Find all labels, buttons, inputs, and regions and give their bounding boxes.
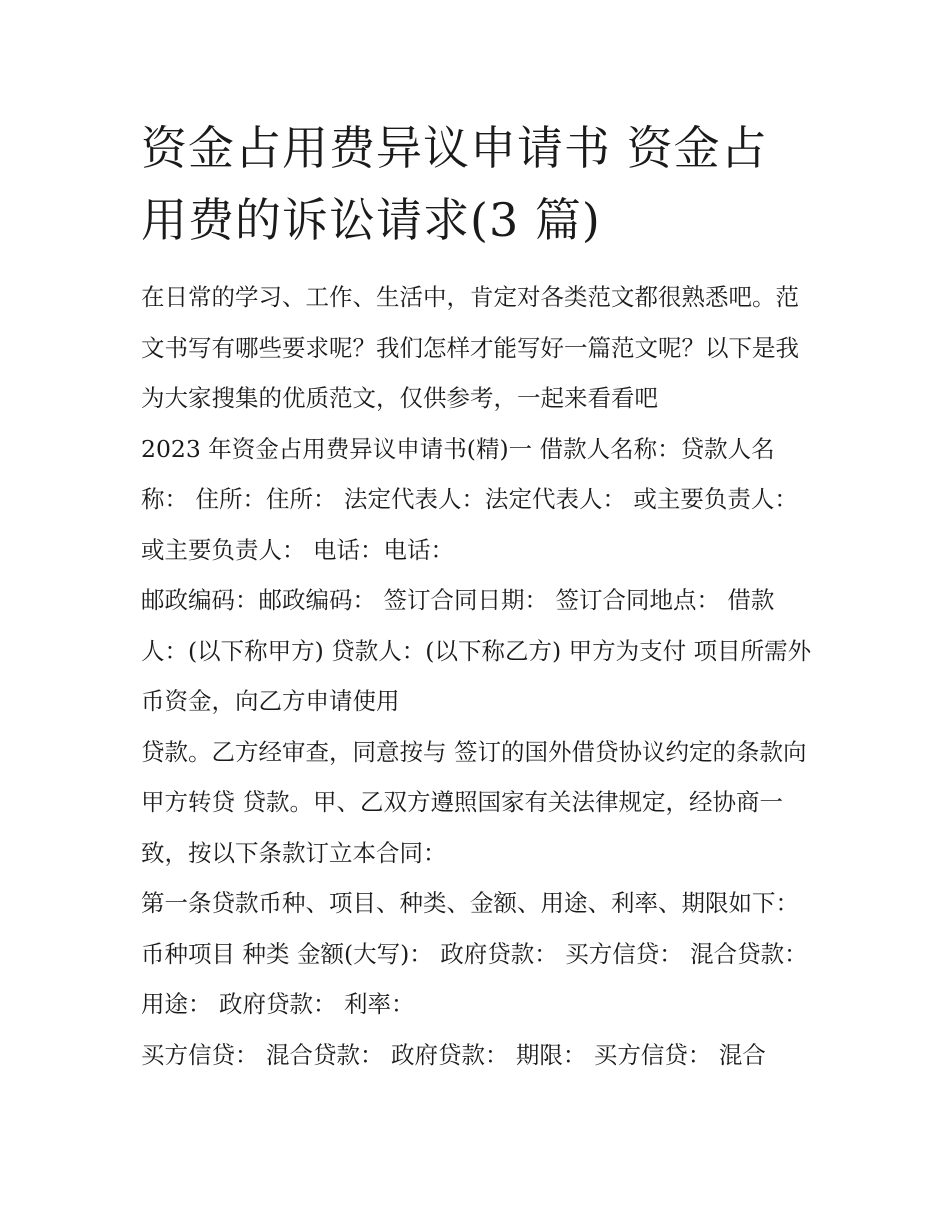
paragraph-contract-info: 邮政编码：邮政编码： 签订合同日期： 签订合同地点： 借款人：(以下称甲方) 贷款人：(以下称乙方) 甲方为支付 项目所需外币资金，向乙方申请使用 (141, 586, 812, 715)
paragraph-intro: 在日常的学习、工作、生活中，肯定对各类范文都很熟悉吧。范文书写有哪些要求呢？我们怎样才能写好一篇范文呢？以下是我为大家搜集的优质范文，仅供参考，一起来看看吧 (141, 283, 799, 412)
document-page (141, 112, 813, 1080)
paragraph-loan-approval: 贷款。乙方经审查，同意按与 签订的国外借贷协议约定的条款向甲方转贷 贷款。甲、乙双方遵照国家有关法律规定，经协商一致，按以下条款订立本合同： (141, 737, 807, 867)
paragraph-article-1: 第一条贷款币种、项目、种类、金额、用途、利率、期限如下： 币种项目 种类 金额(大写)： 政府贷款： 买方信贷： 混合贷款： 用途： 政府贷款： 利率： (141, 889, 808, 1018)
paragraph-terms: 买方信贷： 混合贷款： 政府贷款： 期限： 买方信贷： 混合 (141, 1040, 766, 1069)
document-body (141, 272, 813, 1080)
paragraph-parties: 2023 年资金占用费异议申请书(精)一 借款人名称：贷款人名称： 住所：住所： 法定代表人：法定代表人： 或主要负责人：或主要负责人： 电话：电话： (141, 434, 798, 564)
document-title: 资金占用费异议申请书 资金占用费的诉讼请求(3 篇) (141, 121, 768, 247)
